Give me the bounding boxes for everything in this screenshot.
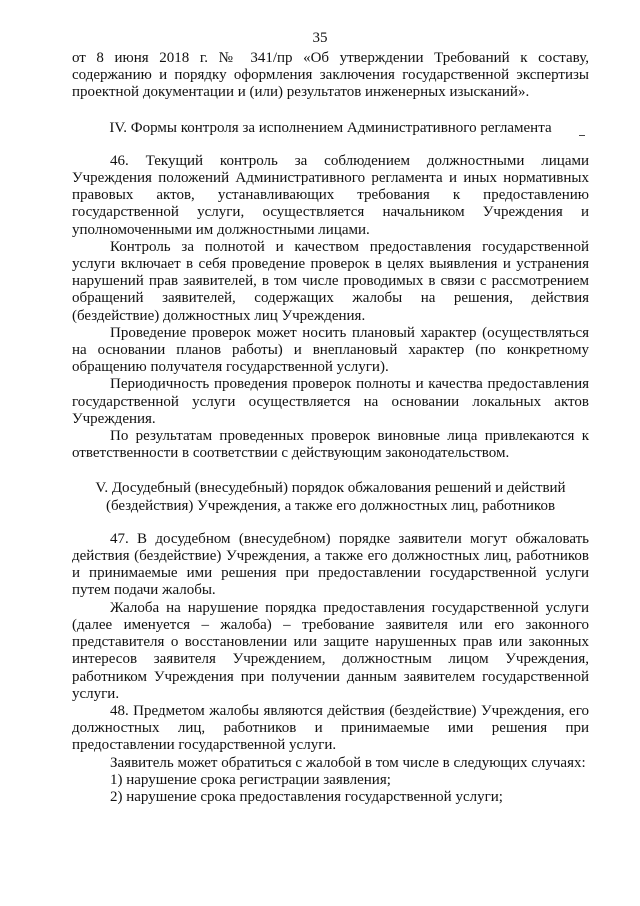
paragraph-control: Контроль за полнотой и качеством предоставления государственной услуги включает в себя проведение проверок в целях выявления и устранения нарушений прав заявителей, в том числе проводимых в связи с рассмотрением обращений заявителей, содержащих жалобы на решения, действия (бездействие) должностных лиц Учреждения. [72,238,589,324]
scan-mark [579,135,585,136]
paragraph-46: 46. Текущий контроль за соблюдением должностными лицами Учреждения положений Административного регламента и иных нормативных правовых актов, устанавливающих требования к предоставлению государственной услуги, осуществляется начальником Учреждения и уполномоченными им должностными лицами. [72,152,589,238]
spacer [72,515,589,531]
paragraph-complaint-definition: Жалоба на нарушение порядка предоставления государственной услуги (далее именуется – жалоба) – требование заявителя или его законного представителя о восстановлении или защите нарушенных прав или законных интересов заявителя Учреждением, должностным лицом Учреждения, работником Учреждения при получении данным заявителем государственной услуги. [72,599,589,702]
paragraph-cases-intro: Заявитель может обратиться с жалобой в том числе в следующих случаях: [110,754,586,771]
list-item-service-term: 2) нарушение срока предоставления государственной услуги; [110,788,503,805]
list-item-registration: 1) нарушение срока регистрации заявления; [110,771,391,788]
paragraph-47: 47. В досудебном (внесудебном) порядке заявители могут обжаловать действия (бездействие) Учреждения, а также его должностных лиц, работников и принимаемые ими решения при предоставлении государственной услуги путем подачи жалобы. [72,530,589,599]
spacer [72,102,589,120]
paragraph-responsibility: По результатам проведенных проверок виновные лица привлекаются к ответственности в соответствии с действующим законодательством. [72,428,589,462]
spacer [72,462,589,480]
page-number: 35 [312,30,328,46]
intro-paragraph: от 8 июня 2018 г. № 341/пр «Об утверждении Требований к составу, содержанию и порядку оформления заключения государственной экспертизы проектной документации и (или) результатов инженерных изысканий». [72,50,589,101]
section-4-heading: IV. Формы контроля за исполнением Административного регламента [109,119,552,136]
document-body [72,50,589,806]
spacer [72,137,589,153]
paragraph-48: 48. Предметом жалобы являются действия (бездействие) Учреждения, его должностных лиц, работников и принимаемые ими решения при предоставлении государственной услуги. [72,702,589,754]
section-5-heading-line-1: V. Досудебный (внесудебный) порядок обжалования решений и действий [95,480,566,497]
paragraph-frequency: Периодичность проведения проверок полноты и качества предоставления государственной услуги осуществляется на основании локальных актов Учреждения. [72,376,589,427]
section-5-heading-line-2: (бездействия) Учреждения, а также его должностных лиц, работников [105,497,556,514]
paragraph-inspections: Проведение проверок может носить плановый характер (осуществляться на основании планов работы) и внеплановый характер (по конкретному обращению получателя государственной услуги). [72,324,589,376]
